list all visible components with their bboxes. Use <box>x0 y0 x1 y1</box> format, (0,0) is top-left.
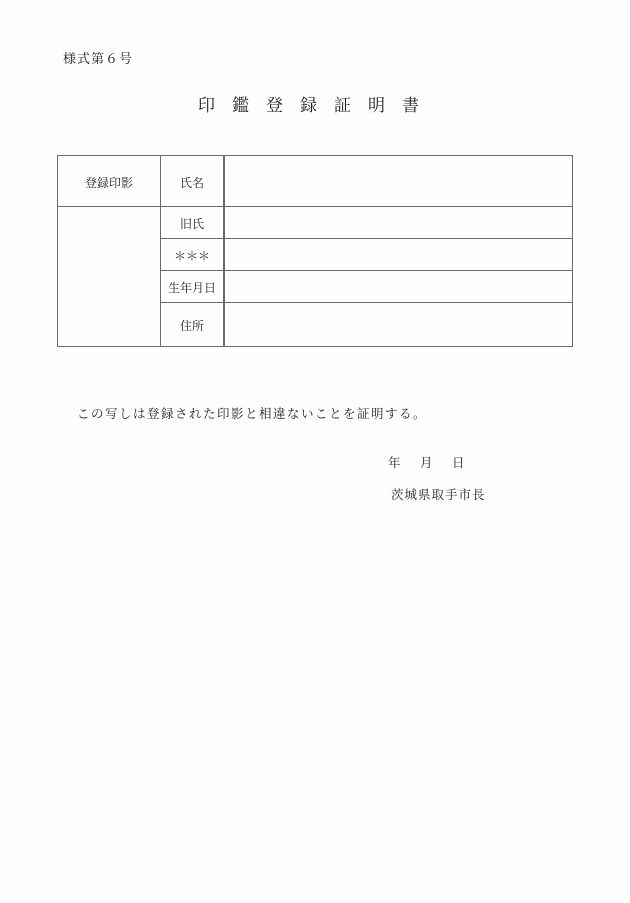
document-title: 印鑑登録証明書 <box>198 96 436 116</box>
row-divider <box>160 238 572 239</box>
date-day: 日 <box>451 455 465 470</box>
certificate-table <box>57 155 573 347</box>
label-birthdate: 生年月日 <box>167 281 216 295</box>
seal-impression-area <box>58 207 160 346</box>
label-name: 氏名 <box>179 176 204 190</box>
row-divider <box>160 302 572 303</box>
date-year: 年 <box>388 455 401 470</box>
issue-date <box>388 453 464 471</box>
certification-statement: この写しは登録された印影と相違ないことを証明する。 <box>77 406 428 421</box>
row-divider <box>160 270 572 271</box>
label-address: 住所 <box>179 319 204 333</box>
form-number: 様式第６号 <box>63 52 134 67</box>
label-former-surname: 旧氏 <box>179 217 204 231</box>
seal-impression-header: 登録印影 <box>84 176 133 190</box>
issuer-name: 茨城県取手市長 <box>391 487 486 502</box>
date-month: 月 <box>419 455 433 470</box>
label-masked: ＊＊＊ <box>173 249 210 263</box>
column-divider <box>223 156 225 346</box>
